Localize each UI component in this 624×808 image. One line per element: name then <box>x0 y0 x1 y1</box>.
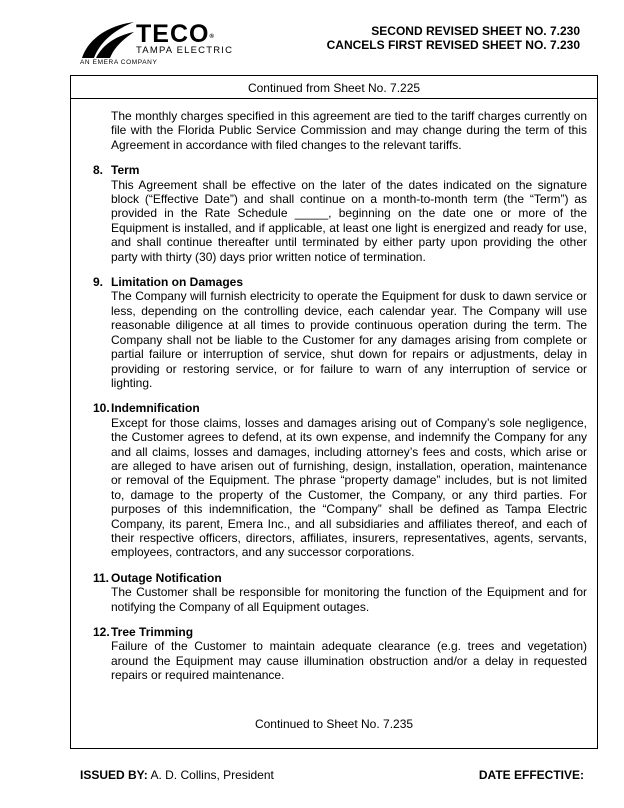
section-number: 11. <box>93 570 110 585</box>
sheet-content <box>93 109 587 683</box>
tariff-sheet-frame <box>70 75 598 749</box>
section-text: Failure of the Customer to maintain adequate clearance (e.g. trees and vegetation) around the Equipment may cause illumination obstruction and/or a delay in requested repairs or required maintenance. <box>111 639 587 683</box>
section-text: This Agreement shall be effective on the later of the dates indicated on the signature block (“Effective Date”) and shall continue on a month-to-month term (the “Term”) as provided in the Rate Schedule _____, beginning on the date one or more of the Equipment is installed, and if applicable, at least one light is energized and ready for use, and shall continue thereafter until terminated by either party upon providing the other party with thirty (30) days prior written notice of termination. <box>111 177 587 264</box>
section-number: 12. <box>93 625 110 639</box>
company-logo <box>80 18 260 70</box>
cancels-sheet-number: CANCELS FIRST REVISED SHEET NO. 7.230 <box>326 38 580 52</box>
section-text: The Customer shall be responsible for monitoring the function of the Equipment and for notifying the Company of all Equipment outages. <box>111 585 587 614</box>
section-heading <box>93 571 587 585</box>
section-number: 9. <box>93 275 104 290</box>
section-limitation-on-damages <box>93 275 587 390</box>
continued-from-note: Continued from Sheet No. 7.225 <box>247 81 421 95</box>
date-effective-label: DATE EFFECTIVE: <box>478 768 584 782</box>
section-term <box>93 163 587 264</box>
section-indemnification <box>93 401 587 559</box>
teco-swoosh-icon <box>80 18 136 62</box>
section-text: Except for those claims, losses and damages arising out of Company’s sole negligence, the Customer agrees to defend, at its own expense, and indemnify the Company for any and all claims, losses and damages, including attorney’s fees and costs, which arise or are alleged to have arisen out of furnishing, design, installation, operation, maintenance or removal of the Equipment. The phrase “property damage” includes, but is not limited to, damage to the property of the Customer, the Company, or any third parties. For purposes of this indemnification, the “Company” shall be defined as Tampa Electric Company, its parent, Emera Inc., and all subsidiaries and affiliates thereof, and each of their respective officers, directors, affiliates, insurers, representatives, agents, servants, employees, contractors, and any successor corporations. <box>111 415 587 560</box>
section-title: Tree Trimming <box>111 625 194 639</box>
section-heading <box>93 163 587 177</box>
logo-subtitle: TAMPA ELECTRIC <box>136 45 234 56</box>
section-tree-trimming <box>93 625 587 683</box>
section-title: Term <box>111 163 140 178</box>
header-divider <box>71 98 597 99</box>
issued-by-label: ISSUED BY: <box>80 768 148 782</box>
intro-paragraph: The monthly charges specified in this agreement are tied to the tariff charges currently on file with the Florida Public Service Commission and may change during the term of this Agreement in accordance with filed changes to the relevant tariffs. <box>111 109 587 152</box>
sheet-number: SECOND REVISED SHEET NO. 7.230 <box>371 24 580 38</box>
section-heading <box>93 625 587 639</box>
section-number: 8. <box>93 163 104 178</box>
section-title: Indemnification <box>111 401 200 416</box>
logo-parent-company: AN EMERA COMPANY <box>80 59 158 66</box>
continued-to-note: Continued to Sheet No. 7.235 <box>254 717 414 731</box>
section-outage-notification <box>93 571 587 614</box>
section-text: The Company will furnish electricity to operate the Equipment for dusk to dawn service or less, depending on the controlling device, each calendar year. The Company will use reasonable diligence at all times to provide continuous operation during the term. The Company shall not be liable to the Customer for any damages arising from complete or partial failure or interruption of service, shut down for repairs or adjustments, delay in providing or restoring service, or for failure to warn of any interruption of service or lighting. <box>111 289 587 390</box>
section-title: Outage Notification <box>111 570 222 585</box>
issued-by-value: A. D. Collins, President <box>150 768 274 782</box>
logo-wordmark: TECO® <box>136 20 215 48</box>
sheet-footer <box>80 768 584 782</box>
section-number: 10. <box>93 401 110 416</box>
section-title: Limitation on Damages <box>111 275 244 290</box>
section-heading <box>93 275 587 289</box>
sheet-identifiers <box>327 24 580 52</box>
section-heading <box>93 401 587 415</box>
